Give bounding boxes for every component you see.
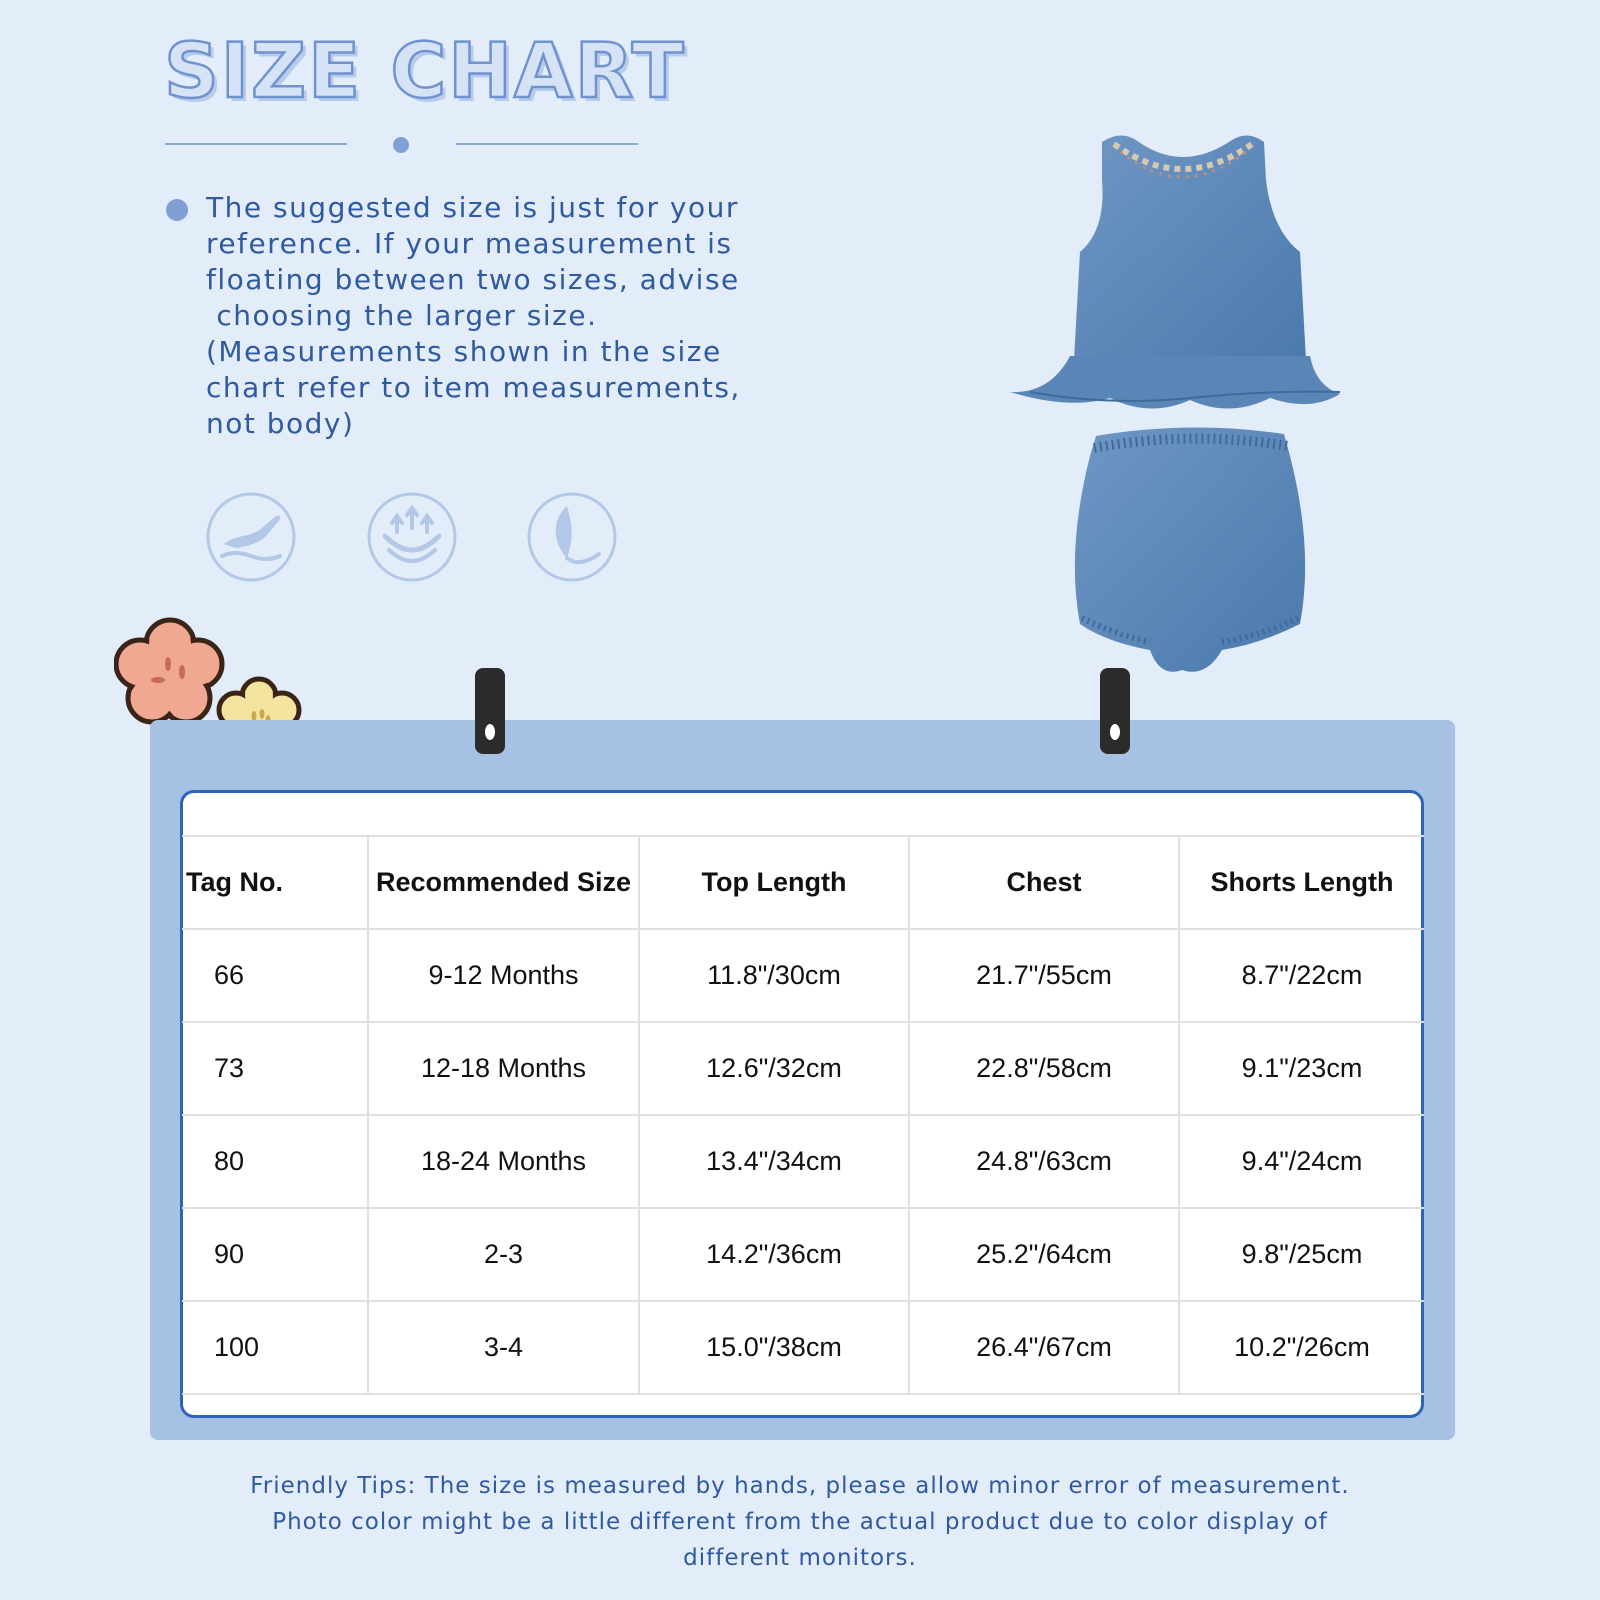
binder-clip-right <box>1100 668 1130 754</box>
size-note-line: (Measurements shown in the size <box>206 335 722 368</box>
chest-cell: 21.7"/55cm <box>909 929 1179 1022</box>
friendly-tips-line: Photo color might be a little different from the actual product due to color display of <box>272 1509 1328 1535</box>
tag-no-cell: 100 <box>182 1301 368 1394</box>
divider-right <box>456 143 638 145</box>
table-header-row <box>182 836 1424 929</box>
recommended-size-cell: 3-4 <box>368 1301 639 1394</box>
recommended-size-cell: 2-3 <box>368 1208 639 1301</box>
table-row <box>182 1115 1424 1208</box>
recommended-size-cell: 9-12 Months <box>368 929 639 1022</box>
divider-left <box>165 143 347 145</box>
size-note <box>206 190 866 442</box>
column-header-shorts-length: Shorts Length <box>1179 836 1424 929</box>
table-row <box>182 1301 1424 1394</box>
size-note-line: The suggested size is just for your <box>206 191 739 224</box>
chest-cell: 26.4"/67cm <box>909 1301 1179 1394</box>
table-row <box>182 1208 1424 1301</box>
hand-wash-icon <box>206 492 296 582</box>
divider-dot <box>393 137 409 153</box>
friendly-tips-line: different monitors. <box>683 1545 917 1571</box>
top-length-cell: 12.6"/32cm <box>639 1022 909 1115</box>
friendly-tips <box>150 1468 1450 1576</box>
size-table <box>182 835 1424 1395</box>
top-length-cell: 14.2"/36cm <box>639 1208 909 1301</box>
tag-no-cell: 90 <box>182 1208 368 1301</box>
shorts-length-cell: 9.4"/24cm <box>1179 1115 1424 1208</box>
tag-no-cell: 73 <box>182 1022 368 1115</box>
top-length-cell: 15.0"/38cm <box>639 1301 909 1394</box>
size-note-line: floating between two sizes, advise <box>206 263 740 296</box>
size-note-line: choosing the larger size. <box>206 299 598 332</box>
recommended-size-cell: 12-18 Months <box>368 1022 639 1115</box>
column-header-chest: Chest <box>909 836 1179 929</box>
shorts-length-cell: 8.7"/22cm <box>1179 929 1424 1022</box>
shorts-length-cell: 9.1"/23cm <box>1179 1022 1424 1115</box>
table-row <box>182 929 1424 1022</box>
shorts-length-cell: 10.2"/26cm <box>1179 1301 1424 1394</box>
column-header-tag-no: Tag No. <box>182 836 368 929</box>
denim-top <box>1010 135 1340 408</box>
product-photo <box>1010 130 1370 690</box>
denim-shorts <box>1075 427 1305 671</box>
size-note-line: reference. If your measurement is <box>206 227 733 260</box>
soft-feather-icon <box>527 492 617 582</box>
bullet-dot <box>166 199 188 221</box>
column-header-recommended-size: Recommended Size <box>368 836 639 929</box>
recommended-size-cell: 18-24 Months <box>368 1115 639 1208</box>
tag-no-cell: 80 <box>182 1115 368 1208</box>
shorts-length-cell: 9.8"/25cm <box>1179 1208 1424 1301</box>
binder-clip-left <box>475 668 505 754</box>
chest-cell: 25.2"/64cm <box>909 1208 1179 1301</box>
top-length-cell: 11.8"/30cm <box>639 929 909 1022</box>
size-note-line: not body) <box>206 407 355 440</box>
page-title: SIZE CHART <box>164 26 686 115</box>
column-header-top-length: Top Length <box>639 836 909 929</box>
chest-cell: 24.8"/63cm <box>909 1115 1179 1208</box>
size-note-line: chart refer to item measurements, <box>206 371 741 404</box>
table-row <box>182 1022 1424 1115</box>
top-length-cell: 13.4"/34cm <box>639 1115 909 1208</box>
stretch-icon <box>367 492 457 582</box>
tag-no-cell: 66 <box>182 929 368 1022</box>
pink-flower-icon <box>114 616 226 728</box>
chest-cell: 22.8"/58cm <box>909 1022 1179 1115</box>
friendly-tips-line: Friendly Tips: The size is measured by hands, please allow minor error of measurement. <box>250 1473 1350 1499</box>
